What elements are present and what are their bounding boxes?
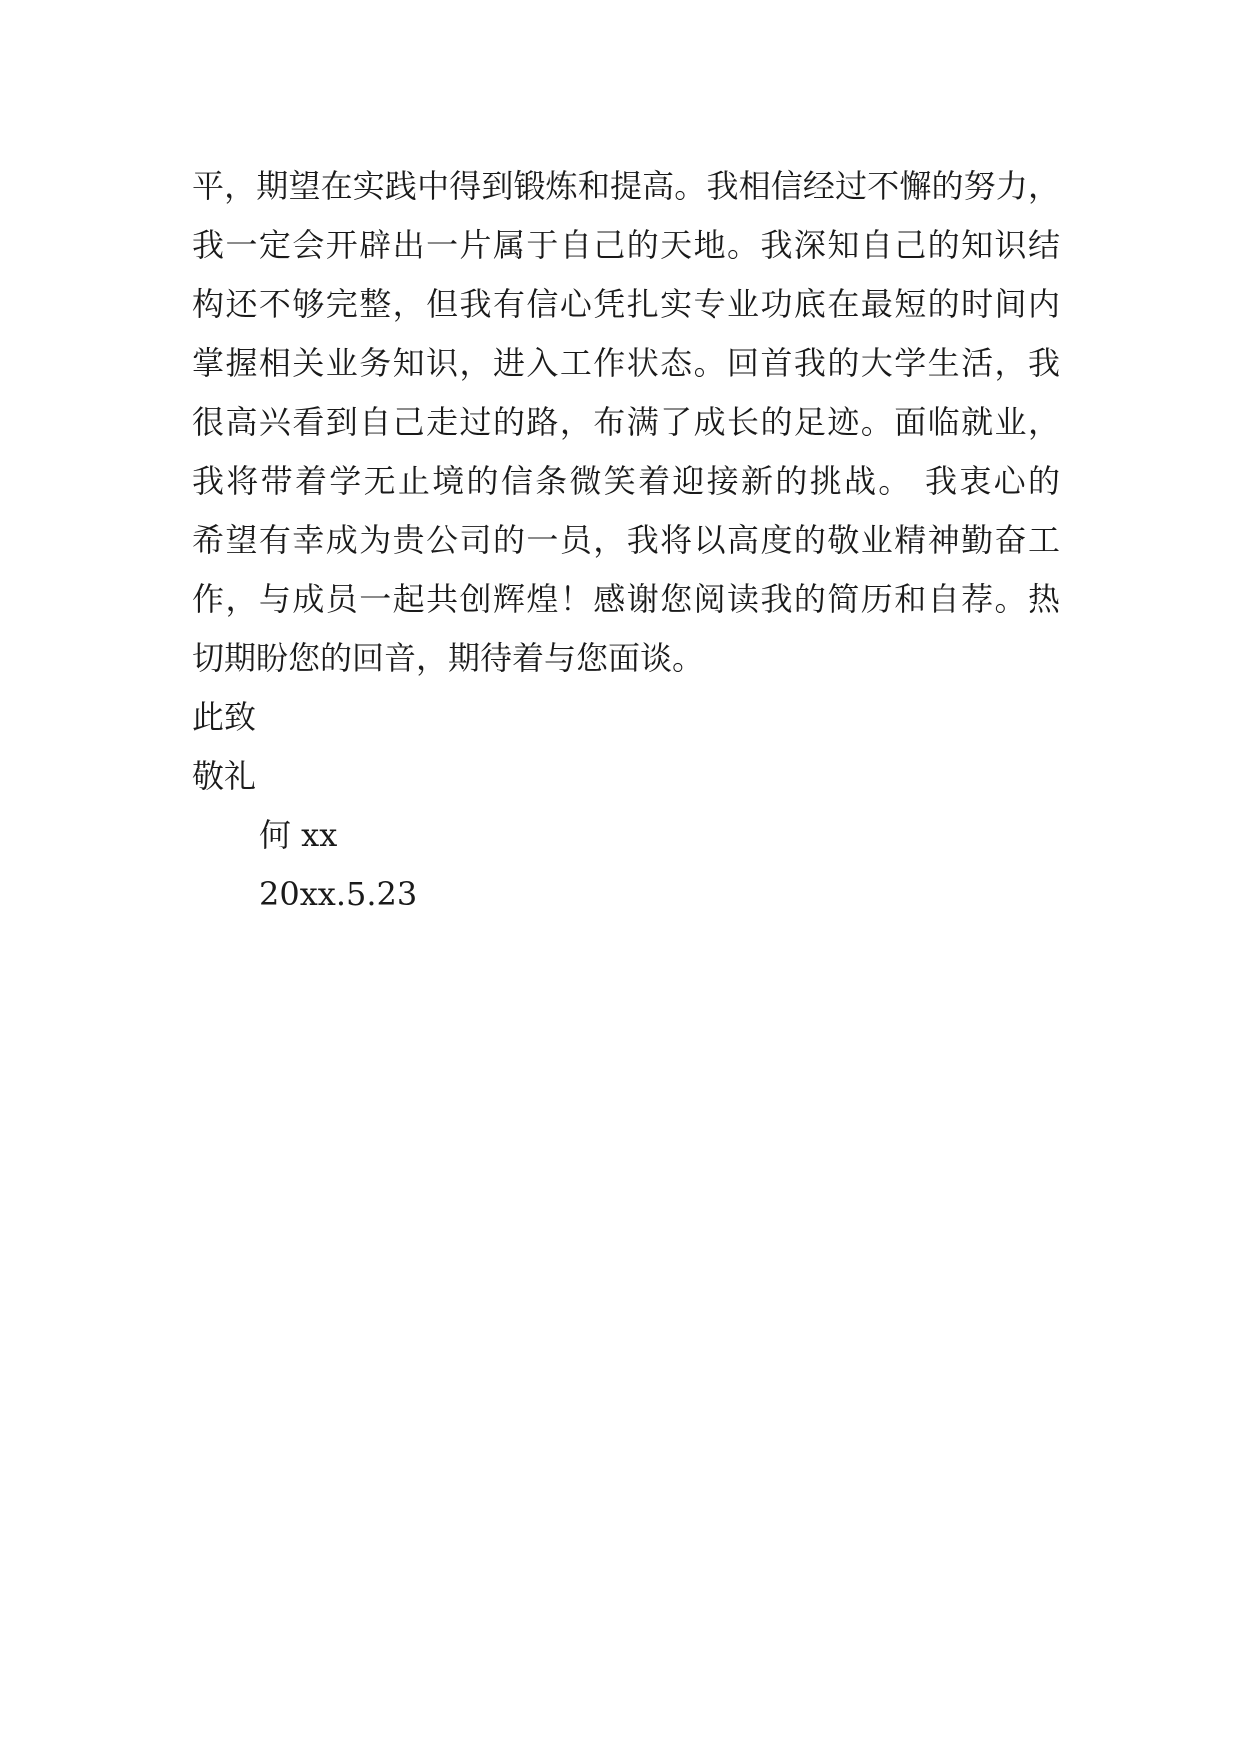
body-line: 我将带着学无止境的信条微笑着迎接新的挑战。 我衷心的 bbox=[192, 462, 1060, 500]
body-line: 平，期望在实践中得到锻炼和提高。我相信经过不懈的努力， bbox=[192, 167, 1060, 205]
body-line: 掌握相关业务知识，进入工作状态。回首我的大学生活，我 bbox=[192, 344, 1060, 382]
body-line: 我一定会开辟出一片属于自己的天地。我深知自己的知识结 bbox=[192, 226, 1060, 264]
signature: 何 xx bbox=[259, 816, 338, 854]
body-line: 构还不够完整，但我有信心凭扎实专业功底在最短的时间内 bbox=[192, 285, 1060, 323]
body-line: 作，与成员一起共创辉煌！感谢您阅读我的简历和自荐。热 bbox=[192, 580, 1060, 618]
body-line: 切期盼您的回音，期待着与您面谈。 bbox=[192, 639, 705, 677]
body-line: 希望有幸成为贵公司的一员，我将以高度的敬业精神勤奋工 bbox=[192, 521, 1060, 559]
body-line: 很高兴看到自己走过的路，布满了成长的足迹。面临就业， bbox=[192, 403, 1060, 441]
closing-phrase: 此致 bbox=[192, 698, 257, 736]
salutation: 敬礼 bbox=[192, 757, 257, 795]
date: 20xx.5.23 bbox=[259, 875, 418, 913]
letter-body bbox=[192, 157, 1060, 924]
